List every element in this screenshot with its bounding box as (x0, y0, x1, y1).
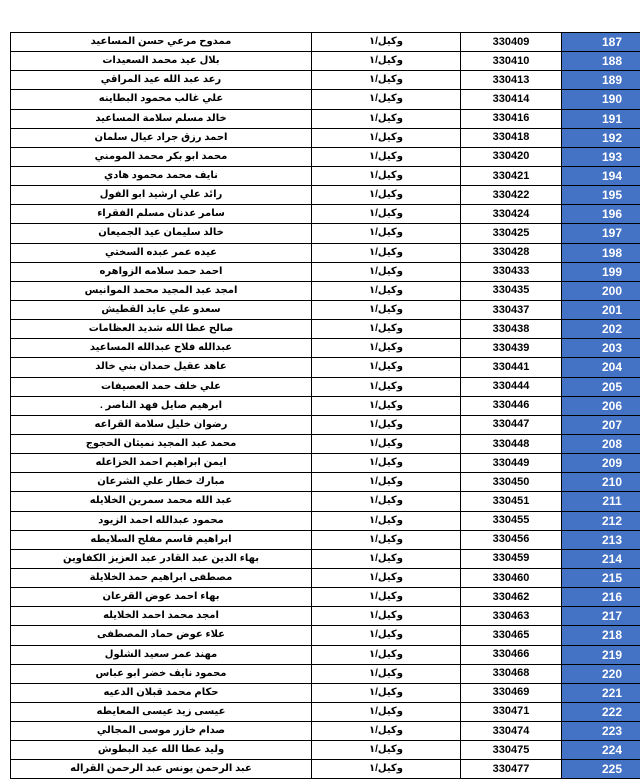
row-number-cell: 202 (562, 320, 640, 339)
name-cell: مبارك خطار علي الشرعان (11, 473, 312, 492)
personnel-table (10, 32, 640, 779)
name-cell: احمد حمد سلامه الزواهره (11, 262, 312, 281)
role-cell: وكيل/١ (312, 377, 461, 396)
code-cell: 330416 (461, 109, 562, 128)
role-cell: وكيل/١ (312, 568, 461, 587)
table-row (11, 262, 640, 281)
code-cell: 330455 (461, 511, 562, 530)
table-row (11, 396, 640, 415)
row-number-cell: 210 (562, 473, 640, 492)
name-cell: ايمن ابراهيم احمد الخزاعله (11, 454, 312, 473)
code-cell: 330466 (461, 645, 562, 664)
code-cell: 330435 (461, 281, 562, 300)
row-number-cell: 205 (562, 377, 640, 396)
row-number-cell: 191 (562, 109, 640, 128)
role-cell: وكيل/١ (312, 588, 461, 607)
row-number-cell: 219 (562, 645, 640, 664)
code-cell: 330474 (461, 722, 562, 741)
name-cell: مصطفى ابراهيم حمد الخلايلة (11, 568, 312, 587)
role-cell: وكيل/١ (312, 511, 461, 530)
code-cell: 330424 (461, 205, 562, 224)
name-cell: سامر عدنان مسلم الفقراء (11, 205, 312, 224)
row-number-cell: 208 (562, 434, 640, 453)
row-number-cell: 223 (562, 722, 640, 741)
row-number-cell: 214 (562, 549, 640, 568)
role-cell: وكيل/١ (312, 320, 461, 339)
table-row (11, 741, 640, 760)
row-number-cell: 203 (562, 339, 640, 358)
code-cell: 330414 (461, 90, 562, 109)
name-cell: عيده عمر عبده السختي (11, 243, 312, 262)
table-row (11, 147, 640, 166)
table-row (11, 645, 640, 664)
name-cell: علاء عوض حماد المصطفى (11, 626, 312, 645)
table-row (11, 549, 640, 568)
code-cell: 330463 (461, 607, 562, 626)
table-row (11, 90, 640, 109)
table-row (11, 224, 640, 243)
name-cell: صدام خازر موسى المجالي (11, 722, 312, 741)
row-number-cell: 189 (562, 71, 640, 90)
name-cell: عبد الرحمن يونس عبد الرحمن القراله (11, 760, 312, 779)
code-cell: 330471 (461, 702, 562, 721)
name-cell: احمد رزق جراد عيال سلمان (11, 128, 312, 147)
role-cell: وكيل/١ (312, 760, 461, 779)
table-row (11, 511, 640, 530)
table-row (11, 415, 640, 434)
row-number-cell: 216 (562, 588, 640, 607)
name-cell: عبد الله محمد سمرين الخلايله (11, 492, 312, 511)
role-cell: وكيل/١ (312, 186, 461, 205)
code-cell: 330465 (461, 626, 562, 645)
role-cell: وكيل/١ (312, 33, 461, 52)
row-number-cell: 222 (562, 702, 640, 721)
row-number-cell: 225 (562, 760, 640, 779)
table-row (11, 128, 640, 147)
code-cell: 330420 (461, 147, 562, 166)
row-number-cell: 221 (562, 683, 640, 702)
row-number-cell: 194 (562, 166, 640, 185)
code-cell: 330409 (461, 33, 562, 52)
role-cell: وكيل/١ (312, 683, 461, 702)
code-cell: 330456 (461, 530, 562, 549)
role-cell: وكيل/١ (312, 224, 461, 243)
role-cell: وكيل/١ (312, 147, 461, 166)
name-cell: ابرهيم صايل فهد الناصر . (11, 396, 312, 415)
table-row (11, 71, 640, 90)
table-row (11, 320, 640, 339)
code-cell: 330444 (461, 377, 562, 396)
code-cell: 330437 (461, 300, 562, 319)
code-cell: 330468 (461, 664, 562, 683)
role-cell: وكيل/١ (312, 492, 461, 511)
row-number-cell: 188 (562, 52, 640, 71)
name-cell: عاهد عقيل حمدان بني خالد (11, 358, 312, 377)
role-cell: وكيل/١ (312, 415, 461, 434)
name-cell: وليد عطا الله عيد البطوش (11, 741, 312, 760)
code-cell: 330451 (461, 492, 562, 511)
name-cell: خالد مسلم سلامة المساعيد (11, 109, 312, 128)
role-cell: وكيل/١ (312, 645, 461, 664)
table-row (11, 568, 640, 587)
code-cell: 330438 (461, 320, 562, 339)
row-number-cell: 204 (562, 358, 640, 377)
name-cell: علي غالب محمود البطاينه (11, 90, 312, 109)
table-row (11, 683, 640, 702)
row-number-cell: 187 (562, 33, 640, 52)
name-cell: خالد سليمان عيد الجميعان (11, 224, 312, 243)
row-number-cell: 198 (562, 243, 640, 262)
table-row (11, 664, 640, 683)
name-cell: سعدو علي عايد القطيش (11, 300, 312, 319)
row-number-cell: 200 (562, 281, 640, 300)
row-number-cell: 199 (562, 262, 640, 281)
table-row (11, 339, 640, 358)
code-cell: 330441 (461, 358, 562, 377)
row-number-cell: 197 (562, 224, 640, 243)
table-row (11, 473, 640, 492)
table-row (11, 588, 640, 607)
name-cell: محمد ابو بكر محمد المومني (11, 147, 312, 166)
code-cell: 330418 (461, 128, 562, 147)
table-row (11, 626, 640, 645)
role-cell: وكيل/١ (312, 281, 461, 300)
name-cell: عبدالله فلاح عبدالله المساعيد (11, 339, 312, 358)
code-cell: 330422 (461, 186, 562, 205)
role-cell: وكيل/١ (312, 205, 461, 224)
row-number-cell: 196 (562, 205, 640, 224)
code-cell: 330428 (461, 243, 562, 262)
personnel-table-body (11, 33, 640, 779)
name-cell: ممدوح مرعي حسن المساعيد (11, 33, 312, 52)
code-cell: 330459 (461, 549, 562, 568)
row-number-cell: 190 (562, 90, 640, 109)
name-cell: عيسى زيد عيسى المعايطه (11, 702, 312, 721)
code-cell: 330433 (461, 262, 562, 281)
table-row (11, 492, 640, 511)
table-row (11, 358, 640, 377)
code-cell: 330469 (461, 683, 562, 702)
name-cell: امجد محمد احمد الخلايله (11, 607, 312, 626)
code-cell: 330446 (461, 396, 562, 415)
name-cell: امجد عبد المجيد محمد الموانيس (11, 281, 312, 300)
table-row (11, 702, 640, 721)
table-row (11, 243, 640, 262)
table-row (11, 33, 640, 52)
row-number-cell: 212 (562, 511, 640, 530)
row-number-cell: 206 (562, 396, 640, 415)
table-row (11, 760, 640, 779)
row-number-cell: 217 (562, 607, 640, 626)
row-number-cell: 218 (562, 626, 640, 645)
code-cell: 330410 (461, 52, 562, 71)
code-cell: 330449 (461, 454, 562, 473)
role-cell: وكيل/١ (312, 358, 461, 377)
name-cell: رعد عبد الله عيد المراقي (11, 71, 312, 90)
role-cell: وكيل/١ (312, 166, 461, 185)
role-cell: وكيل/١ (312, 530, 461, 549)
name-cell: محمد عبد المجيد نميثان الحجوج (11, 434, 312, 453)
table-row (11, 722, 640, 741)
table-row (11, 300, 640, 319)
row-number-cell: 193 (562, 147, 640, 166)
code-cell: 330439 (461, 339, 562, 358)
row-number-cell: 215 (562, 568, 640, 587)
row-number-cell: 224 (562, 741, 640, 760)
row-number-cell: 209 (562, 454, 640, 473)
role-cell: وكيل/١ (312, 434, 461, 453)
code-cell: 330475 (461, 741, 562, 760)
name-cell: رضوان خليل سلامة القراعه (11, 415, 312, 434)
role-cell: وكيل/١ (312, 300, 461, 319)
row-number-cell: 192 (562, 128, 640, 147)
role-cell: وكيل/١ (312, 741, 461, 760)
name-cell: بهاء احمد عوض القرعان (11, 588, 312, 607)
role-cell: وكيل/١ (312, 396, 461, 415)
name-cell: مهند عمر سعيد الشلول (11, 645, 312, 664)
role-cell: وكيل/١ (312, 128, 461, 147)
code-cell: 330421 (461, 166, 562, 185)
role-cell: وكيل/١ (312, 626, 461, 645)
table-row (11, 281, 640, 300)
role-cell: وكيل/١ (312, 473, 461, 492)
code-cell: 330477 (461, 760, 562, 779)
row-number-cell: 211 (562, 492, 640, 511)
code-cell: 330462 (461, 588, 562, 607)
table-row (11, 166, 640, 185)
role-cell: وكيل/١ (312, 243, 461, 262)
row-number-cell: 201 (562, 300, 640, 319)
role-cell: وكيل/١ (312, 722, 461, 741)
name-cell: علي خلف حمد العصيفات (11, 377, 312, 396)
name-cell: صالح عطا الله شديد العظامات (11, 320, 312, 339)
code-cell: 330447 (461, 415, 562, 434)
table-row (11, 454, 640, 473)
table-row (11, 607, 640, 626)
name-cell: بهاء الدين عبد القادر عبد العزيز الكفاوين (11, 549, 312, 568)
code-cell: 330425 (461, 224, 562, 243)
role-cell: وكيل/١ (312, 52, 461, 71)
table-row (11, 434, 640, 453)
role-cell: وكيل/١ (312, 90, 461, 109)
role-cell: وكيل/١ (312, 262, 461, 281)
row-number-cell: 207 (562, 415, 640, 434)
name-cell: رائد علي ارشيد ابو الفول (11, 186, 312, 205)
name-cell: بلال عيد محمد السعيدات (11, 52, 312, 71)
name-cell: ابراهيم قاسم مفلح السلايطه (11, 530, 312, 549)
code-cell: 330460 (461, 568, 562, 587)
role-cell: وكيل/١ (312, 339, 461, 358)
role-cell: وكيل/١ (312, 71, 461, 90)
name-cell: حكام محمد قبلان الدعيه (11, 683, 312, 702)
name-cell: محمود نايف خضر ابو عباس (11, 664, 312, 683)
code-cell: 330413 (461, 71, 562, 90)
table-row (11, 186, 640, 205)
table-row (11, 109, 640, 128)
role-cell: وكيل/١ (312, 454, 461, 473)
row-number-cell: 220 (562, 664, 640, 683)
role-cell: وكيل/١ (312, 664, 461, 683)
code-cell: 330450 (461, 473, 562, 492)
row-number-cell: 213 (562, 530, 640, 549)
table-row (11, 205, 640, 224)
table-row (11, 377, 640, 396)
role-cell: وكيل/١ (312, 702, 461, 721)
table-row (11, 52, 640, 71)
name-cell: محمود عبدالله احمد الزيود (11, 511, 312, 530)
name-cell: نايف محمد محمود هادي (11, 166, 312, 185)
row-number-cell: 195 (562, 186, 640, 205)
code-cell: 330448 (461, 434, 562, 453)
role-cell: وكيل/١ (312, 607, 461, 626)
role-cell: وكيل/١ (312, 109, 461, 128)
table-row (11, 530, 640, 549)
role-cell: وكيل/١ (312, 549, 461, 568)
